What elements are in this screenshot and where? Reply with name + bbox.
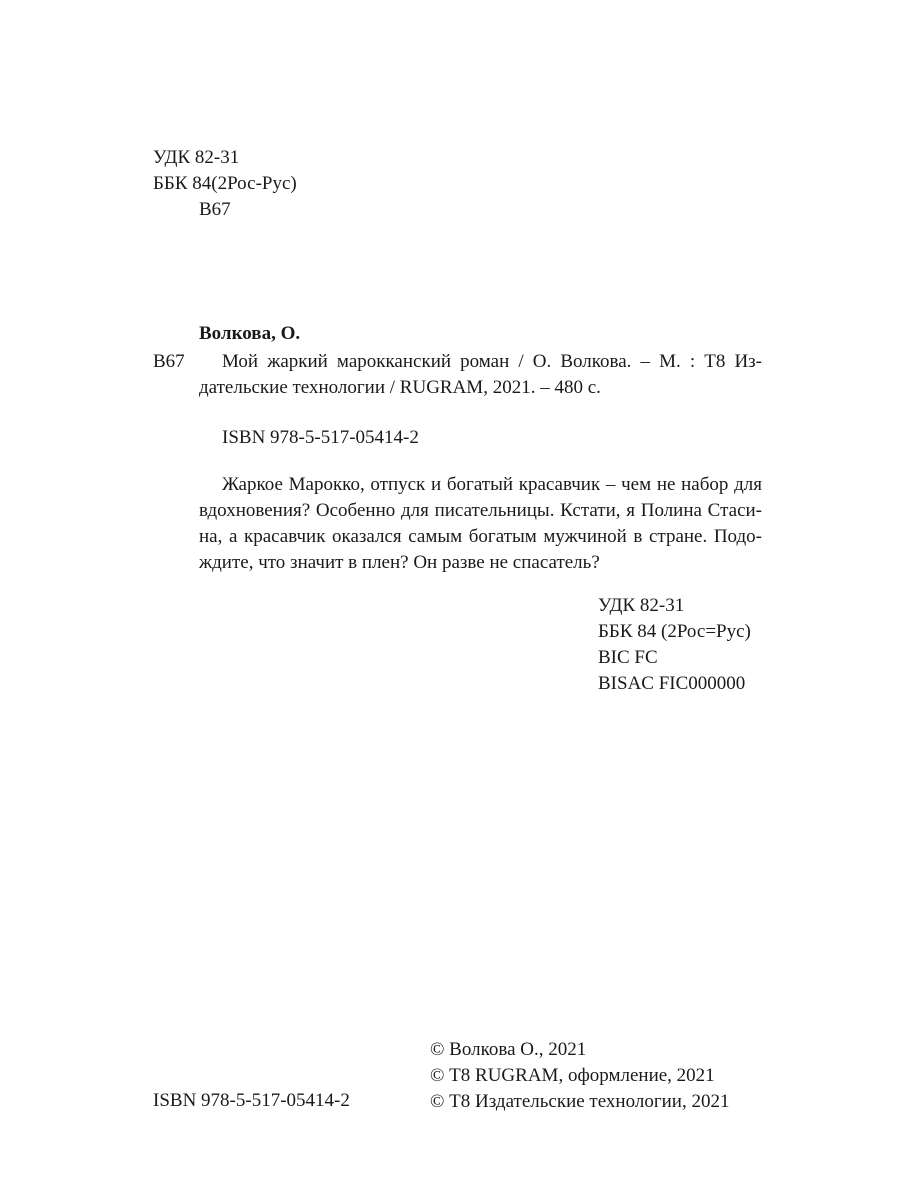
bottom-bisac: BISAC FIC000000 [598,673,746,694]
annotation-line: Жаркое Марокко, отпуск и богатый красавчик – чем не набор для [222,474,762,495]
top-author-mark: В67 [199,199,231,220]
record-description-line-2: дательские технологии / RUGRAM, 2021. – 480 с. [199,377,601,398]
copyright-design: © Т8 RUGRAM, оформление, 2021 [430,1065,715,1086]
top-udk: УДК 82-31 [153,147,240,168]
annotation-line: на, а красавчик оказался самым богатым мужчиной в стране. Подо- [199,526,762,547]
record-author-mark: В67 [153,351,185,372]
footer-isbn: ISBN 978-5-517-05414-2 [153,1090,350,1111]
top-bbk: ББК 84(2Рос-Рус) [153,173,297,194]
annotation-line: вдохновения? Особенно для писательницы. Кстати, я Полина Стаси- [199,500,762,521]
record-description-line-1: Мой жаркий марокканский роман / О. Волкова. – М. : Т8 Из- [222,351,762,372]
record-isbn: ISBN 978-5-517-05414-2 [222,427,419,448]
bottom-udk: УДК 82-31 [598,595,685,616]
bottom-bbk: ББК 84 (2Рос=Рус) [598,621,751,642]
copyright-author: © Волкова О., 2021 [430,1039,587,1060]
bottom-bic: BIC FC [598,647,658,668]
author-heading: Волкова, О. [199,323,301,344]
copyright-publisher: © Т8 Издательские технологии, 2021 [430,1091,730,1112]
annotation-line: ждите, что значит в плен? Он разве не спасатель? [199,552,600,573]
